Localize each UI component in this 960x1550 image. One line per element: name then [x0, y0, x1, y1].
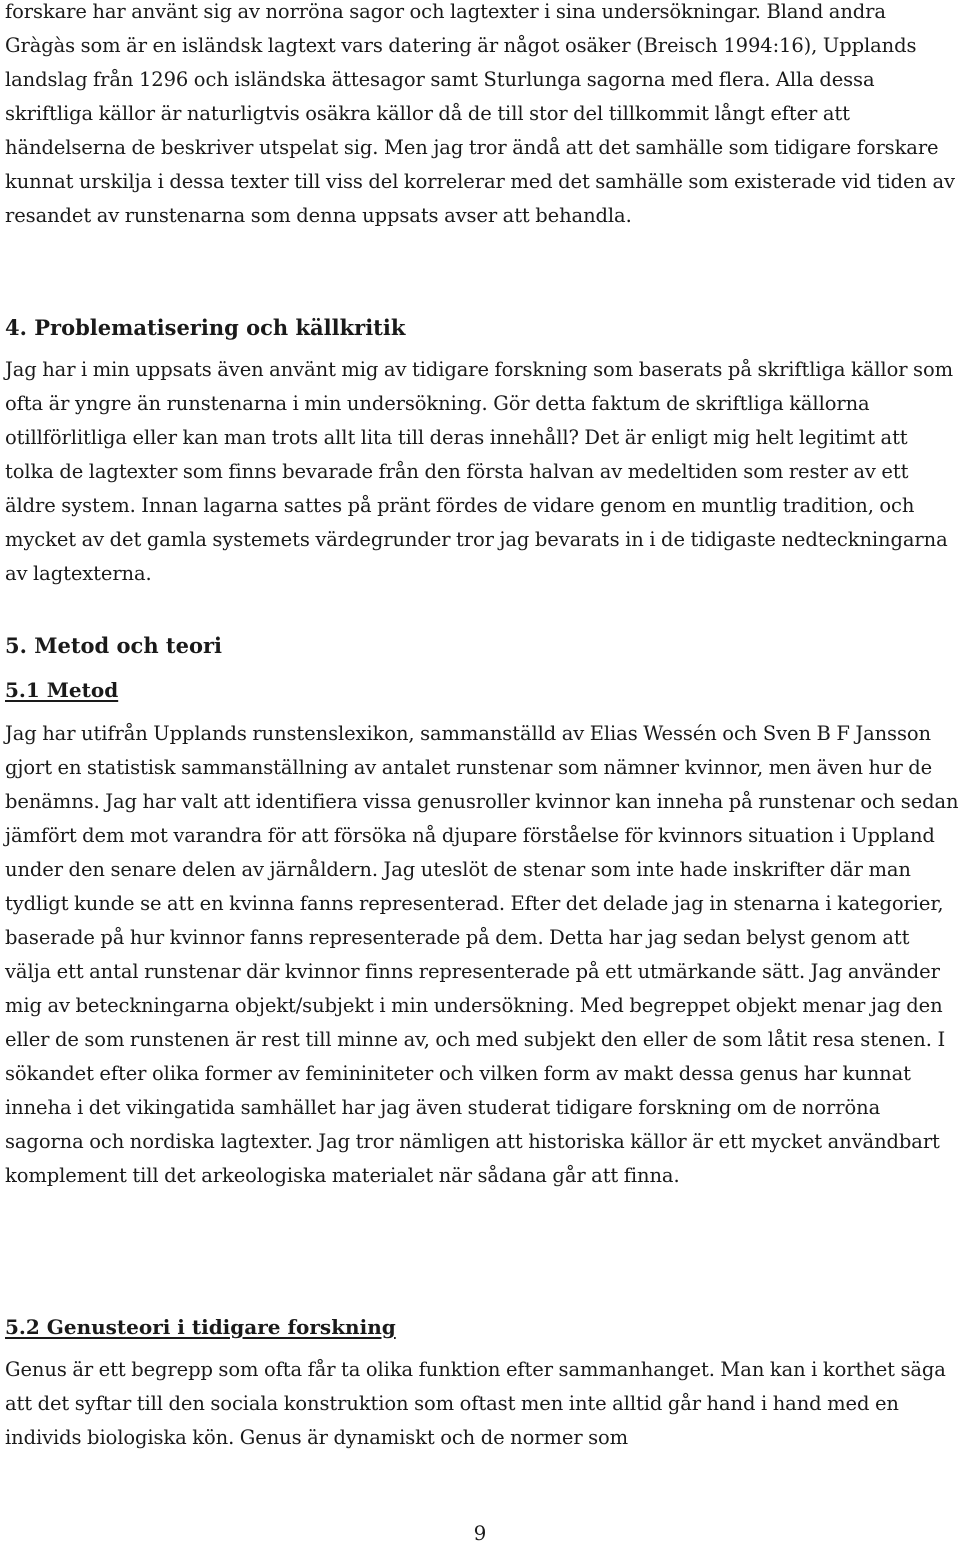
- section-4-heading: 4. Problematisering och källkritik: [5, 315, 406, 340]
- page-number: 9: [473, 1521, 487, 1545]
- intro-paragraph: forskare har använt sig av norröna sagor och lagtexter i sina undersökningar. Bland andra Gràgàs som är en isländsk lagtext vars datering är något osäker (Breisch 1994:16), Upplands landslag från 1296 och isländska ättesagor samt Sturlunga sagorna med flera. Alla dessa skriftliga källor är naturligtvis osäkra källor då de till stor del tillkommit långt efter att händelserna de beskriver utspelat sig. Men jag tror ändå att det samhälle som tidigare forskare kunnat urskilja i dessa texter till viss del korrelerar med det samhälle som existerade vid tiden av resandet av runstenarna som denna uppsats avser att behandla.: [5, 0, 955, 227]
- section-5-2-paragraph: Genus är ett begrepp som ofta får ta olika funktion efter sammanhanget. Man kan i korthet säga att det syftar till den sociala konstruktion som oftast men inte alltid går hand i hand med en individs biologiska kön. Genus är dynamiskt och de normer som: [5, 1358, 946, 1449]
- section-5-1-heading: 5.1 Metod: [5, 678, 119, 702]
- section-5-2-heading: 5.2 Genusteori i tidigare forskning: [5, 1315, 396, 1339]
- section-5-2: [5, 1310, 960, 1455]
- section-5: [5, 629, 960, 1193]
- section-4-paragraph: Jag har i min uppsats även använt mig av tidigare forskning som baserats på skriftliga källor som ofta är yngre än runstenarna i min undersökning. Gör detta faktum de skriftliga källorna otillförlitliga eller kan man trots allt lita till deras innehåll? Det är enligt mig helt legitimt att tolka de lagtexter som finns bevarade från den första halvan av medeltiden som rester av ett äldre system. Innan lagarna sattes på pränt fördes de vidare genom en muntlig tradition, och mycket av det gamla systemets värdegrunder tror jag bevarats in i de tidigaste nedteckningarna av lagtexterna.: [5, 358, 953, 585]
- section-4: [5, 311, 960, 591]
- section-5-1-paragraph: Jag har utifrån Upplands runstenslexikon, sammanställd av Elias Wessén och Sven B F Jansson gjort en statistisk sammanställning av antalet runstenar som nämner kvinnor, men även hur de benämns. Jag har valt att identifiera vissa genusroller kvinnor kan inneha på runstenar och sedan jämfört dem mot varandra för att försöka nå djupare förståelse för kvinnors situation i Uppland under den senare delen av järnåldern. Jag uteslöt de stenar som inte hade inskrifter där man tydligt kunde se att en kvinna fanns representerad. Efter det delade jag in stenarna i kategorier, baserade på hur kvinnor fanns representerade på dem. Detta har jag sedan belyst genom att välja ett antal runstenar där kvinnor finns representerade på ett utmärkande sätt. Jag använder mig av beteckningarna objekt/subjekt i min undersökning. Med begreppet objekt menar jag den eller de som runstenen är rest till minne av, och med subjekt den eller de som låtit resa stenen. I sökandet efter olika former av femininiteter och vilken form av makt dessa genus har kunnat inneha i det vikingatida samhället har jag även studerat tidigare forskning om de norröna sagorna och nordiska lagtexter. Jag tror nämligen att historiska källor är ett mycket användbart komplement till det arkeologiska materialet när sådana går att finna.: [5, 722, 959, 1187]
- section-5-heading: 5. Metod och teori: [5, 633, 223, 658]
